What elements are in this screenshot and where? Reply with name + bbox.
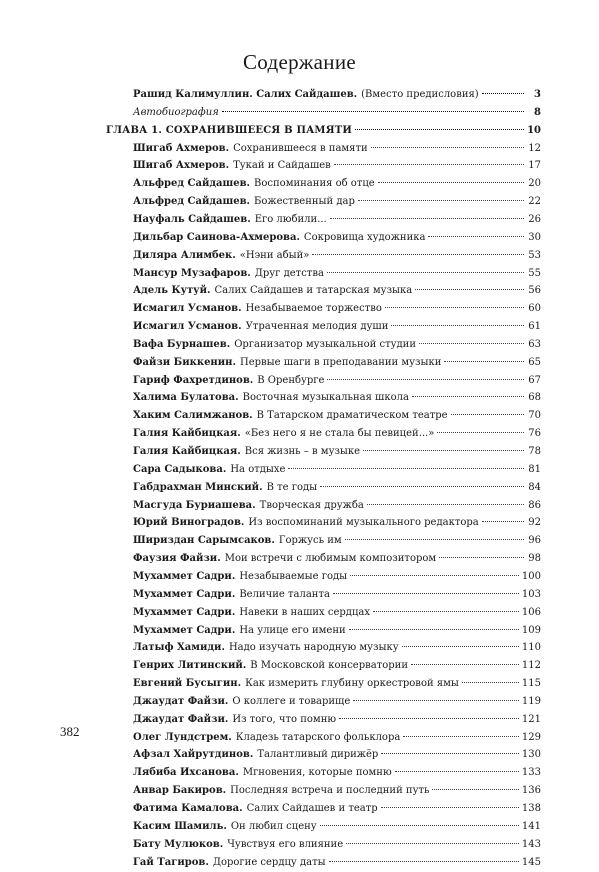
toc-entry-page: 67 bbox=[528, 374, 541, 386]
toc-entry-title: Надо изучать народную музыку bbox=[228, 642, 399, 654]
toc-entry bbox=[133, 550, 541, 568]
dot-leader bbox=[312, 253, 524, 255]
toc-entry-title: В Оренбурге bbox=[257, 374, 325, 386]
toc-entry bbox=[133, 300, 541, 318]
toc-entry bbox=[133, 175, 541, 193]
toc-entry-page: 133 bbox=[521, 767, 541, 779]
toc-entry-page: 68 bbox=[528, 392, 541, 404]
dot-leader bbox=[367, 503, 524, 505]
toc-entry-page: 20 bbox=[528, 178, 541, 190]
toc-entry-title: Салих Сайдашев и татарская музыка bbox=[214, 285, 413, 297]
toc-entry bbox=[133, 622, 541, 640]
dot-leader bbox=[320, 824, 519, 826]
toc-entry-author: Сара Садыкова. bbox=[133, 463, 227, 475]
toc-entry-title: Кладезь татарского фольклора bbox=[235, 731, 401, 743]
toc-entry-title: О коллеге и товарище bbox=[232, 695, 351, 707]
toc-entry-page: 103 bbox=[521, 588, 541, 600]
toc-entry-page: 141 bbox=[521, 820, 541, 832]
toc-entry-author: Адель Кутуй. bbox=[133, 285, 211, 297]
toc-entry-author: Лябиба Ихсанова. bbox=[133, 767, 239, 779]
toc-entry bbox=[133, 461, 541, 479]
toc-entry-title: «Нэни абый» bbox=[239, 249, 310, 261]
toc-entry bbox=[133, 265, 541, 283]
toc-entry-page: 100 bbox=[521, 570, 541, 582]
toc-entry-author: Мухаммет Садри. bbox=[133, 624, 236, 636]
dot-leader bbox=[350, 574, 519, 576]
toc-entry-title: В те годы bbox=[266, 481, 318, 493]
toc-entry-author: Диляра Алимбек. bbox=[133, 249, 236, 261]
dot-leader bbox=[371, 146, 524, 148]
toc-entry-page: 119 bbox=[521, 695, 541, 707]
toc-entry bbox=[133, 711, 541, 729]
toc-entry bbox=[133, 836, 541, 854]
toc-entry-page: 130 bbox=[521, 749, 541, 761]
toc-entry bbox=[133, 800, 541, 818]
toc-entry bbox=[133, 336, 541, 354]
toc-entry-page: 92 bbox=[528, 517, 541, 529]
toc-entry-title: Автобиография bbox=[133, 106, 219, 118]
dot-leader bbox=[330, 217, 524, 219]
toc-entry-title: Он любил сцену bbox=[230, 820, 317, 832]
toc-entry bbox=[133, 854, 541, 872]
toc-entry bbox=[133, 354, 541, 372]
toc-entry-author: Фаузия Файзи. bbox=[133, 553, 221, 565]
toc-entry bbox=[133, 729, 541, 747]
dot-leader bbox=[333, 592, 519, 594]
toc-entry-author: Бату Мулюков. bbox=[133, 838, 224, 850]
toc-entry-author: Генрих Литинский. bbox=[133, 660, 247, 672]
toc-entry-author: Евгений Бусыгин. bbox=[133, 678, 242, 690]
toc-entry bbox=[133, 586, 541, 604]
dot-leader bbox=[378, 181, 524, 183]
toc-entry bbox=[133, 211, 541, 229]
toc-entry-author: Фатима Камалова. bbox=[133, 803, 243, 814]
toc-entry-page: 12 bbox=[528, 142, 541, 154]
chapter-heading bbox=[106, 122, 541, 140]
toc-entry-page: 121 bbox=[521, 713, 541, 725]
toc-entry-author: Альфред Сайдашев. bbox=[133, 196, 251, 208]
dot-leader bbox=[334, 163, 524, 165]
toc-entry bbox=[133, 497, 541, 515]
toc-entry-author: Вафа Бурнашев. bbox=[133, 338, 231, 350]
toc-entry-page: 63 bbox=[528, 338, 541, 350]
toc-entry-author: Латыф Хамиди. bbox=[133, 642, 225, 654]
toc-entry-title: Утраченная мелодия души bbox=[245, 321, 389, 333]
toc-entry-title: Его любили... bbox=[254, 213, 327, 225]
toc-entry-author: Мансур Музафаров. bbox=[133, 267, 251, 279]
toc-entry-title: Из воспоминаний музыкального редактора bbox=[248, 517, 479, 529]
dot-leader bbox=[391, 324, 524, 326]
toc-entry-page: 78 bbox=[528, 446, 541, 457]
toc-entry-page: 143 bbox=[521, 838, 541, 850]
toc-entry-author: Джаудат Файзи. bbox=[133, 695, 229, 707]
page-number: 382 bbox=[60, 724, 80, 739]
toc-entry bbox=[133, 407, 541, 425]
toc-entry bbox=[133, 675, 541, 693]
toc-entry-page: 110 bbox=[521, 642, 541, 654]
toc-entry-author: Хаким Салимжанов. bbox=[133, 410, 253, 422]
toc-entry-title: Последняя встреча и последний путь bbox=[230, 785, 430, 797]
toc-entry bbox=[133, 86, 541, 104]
toc-entry bbox=[133, 818, 541, 836]
toc-entry-title: Друг детства bbox=[254, 267, 324, 279]
toc-entry-author: Файзи Биккенин. bbox=[133, 356, 236, 368]
toc-entry-title: Как измерить глубину оркестровой ямы bbox=[245, 678, 459, 690]
toc-entry-page: 30 bbox=[528, 231, 541, 243]
toc-entry-page: 84 bbox=[528, 481, 541, 493]
toc-entry-author: Мухаммет Садри. bbox=[133, 570, 236, 582]
toc-entry bbox=[133, 639, 541, 657]
dot-leader bbox=[415, 288, 524, 290]
toc-entry bbox=[133, 746, 541, 764]
toc-entry-title: Чувствуя его влияние bbox=[227, 838, 344, 850]
dot-leader bbox=[482, 92, 524, 94]
toc-entry bbox=[133, 479, 541, 497]
dot-leader bbox=[345, 538, 524, 540]
toc-entry-page: 60 bbox=[528, 303, 541, 315]
toc-entry-page: 8 bbox=[534, 106, 541, 118]
toc-entry-title: Из того, что помню bbox=[232, 713, 337, 725]
toc-entry-author: Мухаммет Садри. bbox=[133, 588, 236, 600]
dot-leader bbox=[428, 235, 524, 237]
toc-entry-page: 76 bbox=[528, 428, 541, 440]
dot-leader bbox=[288, 467, 524, 469]
toc-entry-author: Гай Тагиров. bbox=[133, 856, 209, 868]
toc-entry bbox=[133, 443, 541, 461]
toc-entry-page: 3 bbox=[534, 89, 541, 100]
chapter-title: ГЛАВА 1. СОХРАНИВШЕЕСЯ В ПАМЯТИ bbox=[106, 124, 353, 136]
toc-entry-page: 98 bbox=[528, 553, 541, 565]
dot-leader bbox=[353, 699, 519, 701]
toc-entry bbox=[133, 568, 541, 586]
toc-entry-title: «Без него я не стала бы певицей...» bbox=[244, 428, 435, 440]
toc-entry-page: 61 bbox=[528, 321, 541, 333]
dot-leader bbox=[346, 842, 519, 844]
toc-entry-title: Мои встречи с любимым композитором bbox=[224, 553, 437, 565]
toc-entry-author: Шириздан Сарымсаков. bbox=[133, 535, 275, 547]
toc-entry-page: 70 bbox=[528, 410, 541, 422]
dot-leader bbox=[439, 556, 524, 558]
dot-leader bbox=[437, 431, 524, 433]
toc-entry-title: Незабываемое торжество bbox=[245, 303, 382, 315]
toc-entry bbox=[133, 318, 541, 336]
toc-entry bbox=[133, 247, 541, 265]
toc-entry-author: Альфред Сайдашев. bbox=[133, 178, 251, 190]
toc-entry-page: 17 bbox=[528, 160, 541, 172]
toc-entry-title: Первые шаги в преподавании музыки bbox=[239, 356, 442, 368]
dot-leader bbox=[339, 717, 519, 719]
toc-entry-title: Сохранившееся в памяти bbox=[233, 142, 368, 154]
toc-entry-author: Рашид Калимуллин. Салих Сайдашев. bbox=[133, 89, 358, 100]
dot-leader bbox=[411, 663, 519, 665]
toc-entry-title: На отдыхе bbox=[230, 463, 286, 475]
toc-entry-page: 53 bbox=[528, 249, 541, 261]
dot-leader bbox=[444, 360, 524, 362]
toc-entry-author: Касим Шамиль. bbox=[133, 820, 227, 832]
toc-entry-title: На улице его имени bbox=[239, 624, 346, 636]
toc-entry-title: В Татарском драматическом театре bbox=[256, 410, 448, 422]
dot-leader bbox=[385, 306, 524, 308]
toc-entry-title: Навеки в наших сердцах bbox=[239, 606, 370, 618]
toc-entry-page: 56 bbox=[528, 285, 541, 297]
toc-entry-page: 106 bbox=[521, 606, 541, 618]
toc-entry bbox=[133, 532, 541, 550]
toc-entry-author: Мухаммет Садри. bbox=[133, 606, 236, 618]
dot-leader bbox=[381, 806, 519, 808]
toc-entry bbox=[133, 782, 541, 800]
toc-entry-author: Халима Булатова. bbox=[133, 392, 239, 404]
dot-leader bbox=[419, 342, 524, 344]
toc-entry-title: Восточная музыкальная школа bbox=[242, 392, 409, 404]
toc-entry-author: Дильбар Саинова-Ахмерова. bbox=[133, 231, 300, 243]
toc-entry-author: Науфаль Сайдашев. bbox=[133, 213, 251, 225]
toc-entry-title: (Вместо предисловия) bbox=[361, 89, 479, 100]
toc-entry bbox=[133, 193, 541, 211]
toc-entry-title: Величие таланта bbox=[239, 588, 330, 600]
toc-entry bbox=[133, 764, 541, 782]
toc-entry-author: Юрий Виноградов. bbox=[133, 517, 245, 529]
toc-entry-page: 22 bbox=[528, 196, 541, 208]
toc-entry-author: Галия Кайбицкая. bbox=[133, 428, 241, 440]
page-title: Содержание bbox=[242, 50, 357, 74]
toc-entry bbox=[133, 693, 541, 711]
toc-entry-author: Исмагил Усманов. bbox=[133, 303, 242, 315]
dot-leader bbox=[395, 770, 519, 772]
toc-entry bbox=[133, 514, 541, 532]
dot-leader bbox=[482, 520, 524, 522]
toc-entry bbox=[133, 157, 541, 175]
toc-entry-page: 136 bbox=[521, 785, 541, 797]
toc-entry bbox=[133, 372, 541, 390]
toc-entry-author: Шигаб Ахмеров. bbox=[133, 142, 230, 154]
toc-entry-title: Талантливый дирижёр bbox=[257, 749, 379, 761]
toc-entry-page: 65 bbox=[528, 356, 541, 368]
toc-entry-author: Афзал Хайрутдинов. bbox=[133, 749, 254, 761]
toc-entry-title: Дорогие сердцу даты bbox=[212, 856, 326, 868]
dot-leader bbox=[462, 681, 519, 683]
toc-entry-page: 10 bbox=[527, 124, 541, 136]
dot-leader bbox=[402, 645, 519, 647]
toc-entry-author: Исмагил Усманов. bbox=[133, 321, 242, 333]
toc-entry-author: Джаудат Файзи. bbox=[133, 713, 229, 725]
toc-entry-page: 81 bbox=[528, 463, 541, 475]
toc-entry-page: 129 bbox=[521, 731, 541, 743]
dot-leader bbox=[320, 485, 524, 487]
toc-entry bbox=[133, 389, 541, 407]
toc-entry-page: 138 bbox=[521, 803, 541, 814]
toc-entry bbox=[133, 282, 541, 300]
toc-entry-page: 86 bbox=[528, 499, 541, 511]
toc-entry-author: Анвар Бакиров. bbox=[133, 785, 227, 797]
toc-entry-page: 55 bbox=[528, 267, 541, 279]
toc-entry-page: 96 bbox=[528, 535, 541, 547]
dot-leader bbox=[355, 128, 524, 130]
dot-leader bbox=[412, 395, 524, 397]
toc-entry-author: Шигаб Ахмеров. bbox=[133, 160, 230, 172]
toc-entry bbox=[133, 229, 541, 247]
toc-entry bbox=[133, 604, 541, 622]
toc-entry-page: 145 bbox=[521, 856, 541, 868]
toc-entry-title: Творческая дружба bbox=[259, 499, 364, 511]
dot-leader bbox=[222, 110, 524, 112]
toc-entry-title: Организатор музыкальной студии bbox=[234, 338, 416, 350]
toc-entry bbox=[133, 657, 541, 675]
dot-leader bbox=[432, 788, 518, 790]
dot-leader bbox=[373, 610, 519, 612]
toc-entry-title: Горжусь им bbox=[278, 535, 342, 547]
toc-entry-title: Тукай и Сайдашев bbox=[233, 160, 331, 172]
dot-leader bbox=[363, 449, 524, 451]
toc-entry bbox=[133, 104, 541, 122]
dot-leader bbox=[327, 378, 524, 380]
toc-entry-author: Олег Лундстрем. bbox=[133, 731, 232, 743]
toc-entry-title: Мгновения, которые помню bbox=[242, 767, 392, 779]
toc-entry-author: Галия Кайбицкая. bbox=[133, 446, 241, 457]
toc-entry-title: В Московской консерватории bbox=[250, 660, 408, 672]
toc-entry-page: 109 bbox=[521, 624, 541, 636]
dot-leader bbox=[381, 752, 519, 754]
dot-leader bbox=[327, 271, 524, 273]
dot-leader bbox=[451, 413, 524, 415]
toc-entry-page: 112 bbox=[521, 660, 541, 672]
toc-entry-title: Воспоминания об отце bbox=[254, 178, 375, 190]
toc-entry bbox=[133, 140, 541, 158]
toc-entry bbox=[133, 425, 541, 443]
toc-entry-author: Масгуда Буриашева. bbox=[133, 499, 256, 511]
toc-entry-page: 115 bbox=[521, 678, 541, 690]
dot-leader bbox=[349, 628, 519, 630]
dot-leader bbox=[403, 735, 519, 737]
toc-entry-title: Божественный дар bbox=[254, 196, 355, 208]
toc-entry-author: Габдрахман Минский. bbox=[133, 481, 263, 493]
toc-entry-title: Сокровища художника bbox=[303, 231, 426, 243]
toc-entry-title: Вся жизнь – в музыке bbox=[244, 446, 361, 457]
toc-entry-author: Гариф Фахретдинов. bbox=[133, 374, 254, 386]
toc-entry-title: Салих Сайдашев и театр bbox=[246, 803, 378, 814]
dot-leader bbox=[329, 860, 519, 862]
dot-leader bbox=[358, 199, 524, 201]
toc-entry-title: Незабываемые годы bbox=[239, 570, 348, 582]
toc-entry-page: 26 bbox=[528, 213, 541, 225]
